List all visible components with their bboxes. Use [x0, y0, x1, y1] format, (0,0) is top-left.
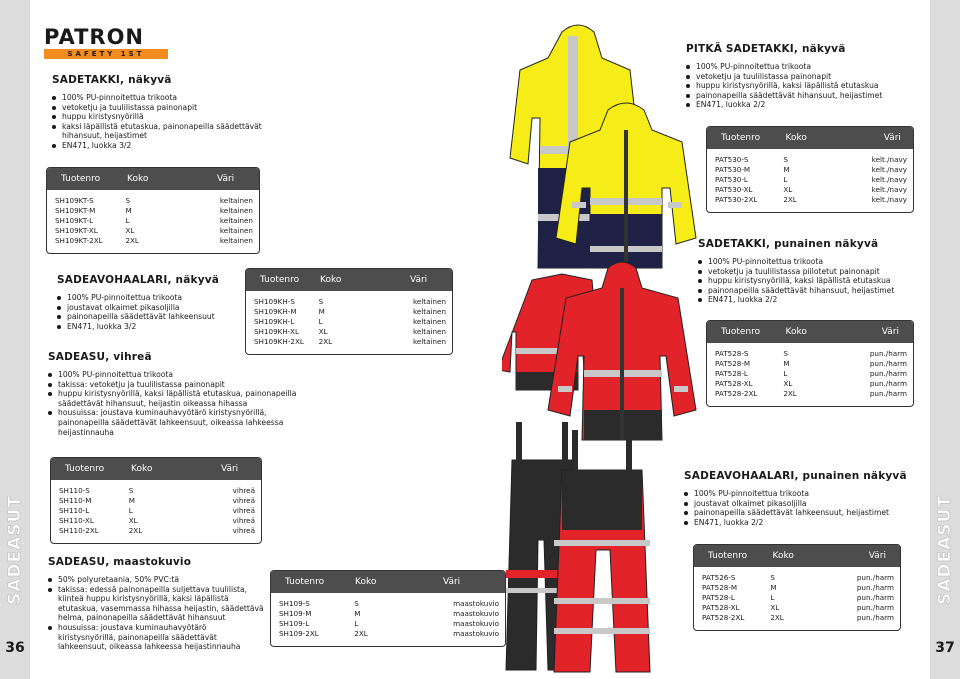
- bullet-item: kaksi läpällistä etutaskua, painonapeilla säädettävät hihansuut, heijastimet: [52, 122, 292, 141]
- bullet-item: housuissa: joustava kuminauhavyötärö kiristysnyörillä, painonapeilla säädettävät lahkeensuut, oikeassa lahkeessa heijastinnauha: [48, 408, 298, 437]
- table-row: [254, 317, 446, 327]
- bullet-item: 100% PU-pinnoitettua trikoota: [48, 370, 298, 380]
- bullet-item: painonapeilla säädettävät hihansuut, heijastimet: [698, 286, 928, 296]
- cell-code: SH109-L: [279, 619, 310, 628]
- cell-code: SH109KH-XL: [254, 327, 299, 336]
- header-code: Tuotenro: [721, 133, 761, 143]
- bullet-list: [48, 370, 298, 437]
- bullet-item: joustavat olkaimet pikasoljilla: [57, 303, 247, 313]
- table-sadeasu-vihrea: [50, 457, 262, 544]
- cell-size: XL: [318, 327, 328, 336]
- table-row: [715, 195, 907, 205]
- header-color: Väri: [868, 551, 886, 561]
- table-body: [47, 190, 259, 253]
- table-row: [279, 599, 499, 609]
- table-row: [702, 613, 894, 623]
- section-title: SADEASU, vihreä: [48, 351, 152, 363]
- header-color: Väri: [883, 133, 901, 143]
- bullet-item: EN471, luokka 2/2: [684, 518, 929, 528]
- table-row: [254, 297, 446, 307]
- table-row: [55, 196, 253, 206]
- table-row: [715, 175, 907, 185]
- cell-code: SH110-S: [59, 486, 90, 495]
- cell-size: S: [783, 155, 788, 164]
- bullet-item: 100% PU-pinnoitettua trikoota: [684, 489, 929, 499]
- bullet-item: housuissa: joustava kuminauhavyötärö kiristysnyörillä, painonapeilla säädettävät lahkeensuut, oikeassa lahkeessa heijastinnauha: [48, 623, 264, 652]
- bullet-item: 100% PU-pinnoitettua trikoota: [57, 293, 247, 303]
- cell-color: vihreä: [232, 486, 255, 495]
- table-row: [55, 216, 253, 226]
- cell-color: keltainen: [412, 317, 447, 326]
- cell-size: 2XL: [770, 613, 784, 622]
- bullet-item: takissa: vetoketju ja tuulilistassa painonapit: [48, 380, 298, 390]
- cell-size: M: [128, 496, 135, 505]
- header-size: Koko: [772, 551, 794, 561]
- table-row: [254, 337, 446, 347]
- right-side-strip: [930, 0, 960, 679]
- table-row: [59, 486, 255, 496]
- cell-code: PAT526-S: [702, 573, 736, 582]
- cell-code: PAT528-S: [715, 349, 749, 358]
- cell-size: M: [318, 307, 325, 316]
- section-sadeavohaalari-punainen: [684, 470, 929, 527]
- section-title: PITKÄ SADETAKKI, näkyvä: [686, 43, 846, 55]
- cell-code: SH110-M: [59, 496, 92, 505]
- cell-color: keltainen: [219, 196, 253, 205]
- cell-color: keltainen: [219, 236, 253, 245]
- cell-size: S: [354, 599, 359, 608]
- cell-code: SH109KT-2XL: [55, 236, 103, 245]
- cell-size: 2XL: [318, 337, 333, 346]
- bullet-item: 50% polyuretaania, 50% PVC:tä: [48, 575, 264, 585]
- bullet-item: 100% PU-pinnoitettua trikoota: [52, 93, 292, 103]
- cell-size: M: [770, 583, 777, 592]
- cell-code: SH109-2XL: [279, 629, 319, 638]
- table-row: [279, 629, 499, 639]
- bullet-list: [48, 575, 264, 652]
- section-title: SADEAVOHAALARI, punainen näkyvä: [684, 470, 907, 482]
- cell-size: M: [783, 359, 790, 368]
- cell-code: SH110-L: [59, 506, 90, 515]
- red-bib-overalls-image: [492, 420, 682, 678]
- bullet-item: joustavat olkaimet pikasoljilla: [684, 499, 929, 509]
- header-color: Väri: [221, 464, 239, 474]
- cell-color: kelt./navy: [871, 185, 907, 194]
- bullet-item: EN471, luokka 2/2: [698, 295, 928, 305]
- cell-color: pun./harm: [856, 593, 894, 602]
- bullet-item: EN471, luokka 3/2: [52, 141, 292, 151]
- bullet-item: painonapeilla säädettävät lahkeensuut, heijastimet: [684, 508, 929, 518]
- bullet-item: EN471, luokka 2/2: [686, 100, 921, 110]
- section-title: SADEASU, maastokuvio: [48, 556, 192, 568]
- header-size: Koko: [355, 577, 377, 587]
- table-row: [715, 369, 907, 379]
- cell-code: SH109KH-2XL: [254, 337, 304, 346]
- cell-size: M: [354, 609, 361, 618]
- table-body: [271, 593, 505, 646]
- cell-color: vihreä: [232, 496, 255, 505]
- cell-code: SH109KH-M: [254, 307, 297, 316]
- cell-color: keltainen: [412, 307, 447, 316]
- header-color: Väri: [443, 577, 461, 587]
- patron-logo: [44, 26, 170, 56]
- cell-color: maastokuvio: [453, 619, 499, 628]
- cell-code: PAT530-2XL: [715, 195, 758, 204]
- cell-color: pun./harm: [856, 603, 894, 612]
- section-sadeasu-vihrea: [48, 351, 298, 437]
- table-row: [715, 349, 907, 359]
- table-row: [715, 185, 907, 195]
- cell-code: SH109-M: [279, 609, 312, 618]
- cell-code: PAT528-L: [702, 593, 735, 602]
- bullet-item: 100% PU-pinnoitettua trikoota: [698, 257, 928, 267]
- header-color: Väri: [217, 174, 235, 184]
- table-row: [702, 603, 894, 613]
- table-header: [47, 168, 259, 190]
- bullet-list: [57, 293, 247, 331]
- cell-size: S: [125, 196, 130, 205]
- cell-color: pun./harm: [869, 369, 907, 378]
- bullet-item: vetoketju ja tuulilistassa painonapit: [52, 103, 292, 113]
- cell-color: kelt./navy: [871, 195, 907, 204]
- table-row: [254, 307, 446, 317]
- bullet-list: [684, 489, 929, 527]
- bullet-item: EN471, luokka 3/2: [57, 322, 247, 332]
- table-row: [55, 236, 253, 246]
- table-body: [51, 480, 261, 543]
- cell-size: XL: [128, 516, 138, 525]
- cell-color: maastokuvio: [453, 609, 499, 618]
- cell-color: keltainen: [412, 337, 447, 346]
- table-sadetakki: [46, 167, 260, 254]
- cell-color: keltainen: [219, 206, 253, 215]
- right-side-label: SADEASUT: [935, 495, 955, 605]
- bullet-item: 100% PU-pinnoitettua trikoota: [686, 62, 921, 72]
- cell-code: SH110-XL: [59, 516, 94, 525]
- header-code: Tuotenro: [708, 551, 748, 561]
- header-size: Koko: [785, 327, 807, 337]
- table-row: [59, 496, 255, 506]
- header-size: Koko: [131, 464, 153, 474]
- table-row: [55, 206, 253, 216]
- table-pitka-sadetakki: [706, 126, 914, 213]
- cell-color: keltainen: [412, 327, 447, 336]
- header-color: Väri: [410, 275, 428, 285]
- table-row: [254, 327, 446, 337]
- cell-color: pun./harm: [869, 389, 907, 398]
- cell-code: SH109KT-M: [55, 206, 96, 215]
- cell-size: L: [125, 216, 130, 225]
- table-row: [715, 359, 907, 369]
- cell-code: PAT530-S: [715, 155, 749, 164]
- cell-code: PAT530-L: [715, 175, 748, 184]
- header-size: Koko: [785, 133, 807, 143]
- table-row: [55, 226, 253, 236]
- table-body: [707, 149, 913, 212]
- cell-code: PAT530-XL: [715, 185, 753, 194]
- table-row: [59, 526, 255, 536]
- cell-size: L: [770, 593, 775, 602]
- table-body: [694, 567, 900, 630]
- cell-color: keltainen: [219, 226, 253, 235]
- yellow-navy-long-raincoat-image: [490, 18, 720, 280]
- section-sadeavohaalari: [57, 274, 247, 331]
- cell-color: pun./harm: [856, 583, 894, 592]
- bullet-item: vetoketju ja tuulilistassa piilotetut painonapit: [698, 267, 928, 277]
- cell-size: S: [128, 486, 134, 495]
- table-sadeavohaalari-punainen: [693, 544, 901, 631]
- cell-size: L: [354, 619, 359, 628]
- section-title: SADETAKKI, näkyvä: [52, 74, 172, 86]
- table-header: [694, 545, 900, 567]
- table-row: [702, 573, 894, 583]
- cell-size: L: [128, 506, 133, 515]
- bullet-list: [52, 93, 292, 151]
- cell-size: M: [125, 206, 132, 215]
- table-sadeasu-maastokuvio: [270, 570, 506, 647]
- bullet-item: vetoketju ja tuulilistassa painonapit: [686, 72, 921, 82]
- left-side-strip: [0, 0, 30, 679]
- left-side-label: SADEASUT: [5, 495, 25, 605]
- table-sadetakki-punainen: [706, 320, 914, 407]
- table-row: [715, 155, 907, 165]
- bullet-item: huppu kiristysnyörillä: [52, 112, 292, 122]
- cell-color: vihreä: [232, 516, 255, 525]
- section-sadetakki: [52, 74, 292, 151]
- logo-tagline: SAFETY 1ST: [44, 49, 168, 59]
- cell-code: SH109KH-S: [254, 297, 295, 306]
- cell-color: vihreä: [232, 506, 255, 515]
- page-number-left: 36: [5, 640, 25, 656]
- cell-code: PAT528-XL: [702, 603, 740, 612]
- cell-color: pun./harm: [856, 573, 894, 582]
- table-header: [707, 321, 913, 343]
- cell-code: PAT528-XL: [715, 379, 753, 388]
- cell-size: XL: [783, 379, 793, 388]
- cell-color: maastokuvio: [453, 599, 499, 608]
- header-code: Tuotenro: [65, 464, 105, 474]
- cell-size: 2XL: [783, 195, 797, 204]
- table-row: [59, 516, 255, 526]
- table-header: [707, 127, 913, 149]
- header-code: Tuotenro: [260, 275, 300, 285]
- table-header: [246, 269, 452, 291]
- table-row: [279, 619, 499, 629]
- cell-size: L: [318, 317, 323, 326]
- bullet-list: [686, 62, 921, 110]
- page-number-right: 37: [935, 640, 955, 656]
- cell-size: S: [318, 297, 324, 306]
- bullet-item: painonapeilla säädettävät hihansuut, heijastimet: [686, 91, 921, 101]
- cell-code: SH109KH-L: [254, 317, 295, 326]
- cell-code: PAT528-M: [702, 583, 738, 592]
- cell-color: vihreä: [232, 526, 255, 535]
- section-sadeasu-maastokuvio: [48, 556, 264, 652]
- cell-code: SH109KT-L: [55, 216, 94, 225]
- header-size: Koko: [127, 174, 149, 184]
- bullet-item: huppu kiristysnyörillä, kaksi läpällistä etutaskua: [686, 81, 921, 91]
- cell-size: 2XL: [783, 389, 797, 398]
- cell-size: L: [783, 369, 788, 378]
- section-title: SADEAVOHAALARI, näkyvä: [57, 274, 220, 286]
- section-pitka-sadetakki: [686, 43, 921, 110]
- cell-color: keltainen: [219, 216, 253, 225]
- cell-size: S: [783, 349, 788, 358]
- cell-size: 2XL: [128, 526, 143, 535]
- cell-code: PAT530-M: [715, 165, 751, 174]
- cell-color: pun./harm: [869, 359, 907, 368]
- cell-color: keltainen: [412, 297, 447, 306]
- header-color: Väri: [881, 327, 899, 337]
- header-code: Tuotenro: [721, 327, 761, 337]
- cell-size: M: [783, 165, 790, 174]
- cell-color: pun./harm: [869, 349, 907, 358]
- cell-color: maastokuvio: [453, 629, 499, 638]
- bullet-item: huppu kiristysnyörillä, kaksi läpällistä etutaskua: [698, 276, 928, 286]
- cell-size: 2XL: [354, 629, 368, 638]
- cell-code: PAT528-M: [715, 359, 751, 368]
- table-row: [279, 609, 499, 619]
- cell-size: XL: [125, 226, 135, 235]
- table-row: [715, 389, 907, 399]
- table-row: [715, 165, 907, 175]
- cell-code: SH110-2XL: [59, 526, 99, 535]
- table-header: [271, 571, 505, 593]
- cell-color: pun./harm: [869, 379, 907, 388]
- cell-code: PAT528-2XL: [715, 389, 758, 398]
- table-row: [715, 379, 907, 389]
- cell-size: XL: [783, 185, 793, 194]
- table-row: [59, 506, 255, 516]
- cell-code: SH109KT-S: [55, 196, 94, 205]
- cell-color: kelt./navy: [871, 175, 907, 184]
- bullet-item: huppu kiristysnyörillä, kaksi läpällistä etutaskua, painonapeilla säädettävät hihansuut, heijastin oikeassa hihassa: [48, 389, 298, 408]
- cell-code: PAT528-2XL: [702, 613, 745, 622]
- cell-code: SH109-S: [279, 599, 310, 608]
- cell-size: S: [770, 573, 775, 582]
- header-code: Tuotenro: [285, 577, 325, 587]
- section-title: SADETAKKI, punainen näkyvä: [698, 238, 879, 250]
- cell-color: kelt./navy: [871, 155, 907, 164]
- logo-wordmark: PATRON: [44, 25, 145, 49]
- table-row: [702, 593, 894, 603]
- cell-code: SH109KT-XL: [55, 226, 98, 235]
- table-header: [51, 458, 261, 480]
- cell-size: XL: [770, 603, 780, 612]
- table-row: [702, 583, 894, 593]
- cell-color: pun./harm: [856, 613, 894, 622]
- header-code: Tuotenro: [61, 174, 101, 184]
- cell-size: 2XL: [125, 236, 139, 245]
- bullet-item: painonapeilla säädettävät lahkeensuut: [57, 312, 247, 322]
- table-body: [707, 343, 913, 406]
- cell-color: kelt./navy: [871, 165, 907, 174]
- header-size: Koko: [320, 275, 342, 285]
- bullet-item: takissa: edessä painonapeilla suljettava tuulilista, kiinteä huppu kiristysnyörillä, kaksi läpällistä etutaskua, vasemmassa hihassa heijastin, säädettävä helma, painonapeilla säädettävät hihansuut: [48, 585, 264, 623]
- table-body: [246, 291, 452, 354]
- cell-size: L: [783, 175, 788, 184]
- cell-code: PAT528-L: [715, 369, 748, 378]
- table-sadeavohaalari: [245, 268, 453, 355]
